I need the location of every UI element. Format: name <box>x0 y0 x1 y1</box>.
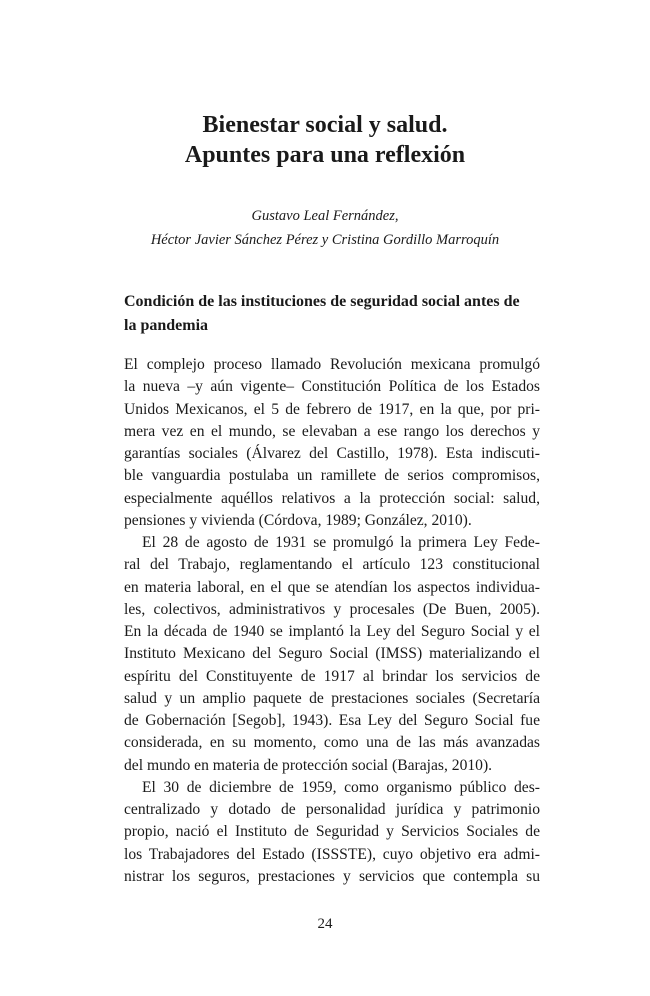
body-line: pensiones y vivienda (Córdova, 1989; González, 2010). <box>124 511 472 529</box>
chapter-title-line-1: Bienestar social y salud. <box>202 112 448 138</box>
body-line: El complejo proceso llamado Revolución mexicana promulgó <box>124 356 540 373</box>
author-line-1: Gustavo Leal Fernández, <box>251 208 399 224</box>
body-line: centralizado y dotado de personalidad jurídica y patrimonio <box>124 801 540 818</box>
body-line: considerada, en su momento, como una de las más avanzadas <box>124 734 540 752</box>
body-line: especialmente aquéllos relativos a la protección social: salud, <box>124 489 540 507</box>
body-line: del mundo en materia de protección social (Barajas, 2010). <box>124 756 493 774</box>
body-text <box>124 354 540 888</box>
body-line: nistrar los seguros, prestaciones y servicios que contempla su <box>124 867 540 885</box>
body-line: les, colectivos, administrativos y procesales (De Buen, 2005). <box>124 600 540 618</box>
section-heading-line-2: la pandemia <box>124 317 209 334</box>
body-line: En la década de 1940 se implantó la Ley del Seguro Social y el <box>124 623 540 640</box>
body-line: ral del Trabajo, reglamentando el artículo 123 constitucional <box>124 556 540 574</box>
body-line: ble vanguardia postulaba un ramillete de serios compromisos, <box>124 467 540 485</box>
chapter-title-line-2: Apuntes para una reflexión <box>184 142 466 168</box>
body-line: los Trabajadores del Estado (ISSSTE), cuyo objetivo era admi- <box>124 845 540 863</box>
body-line: garantías sociales (Álvarez del Castillo, 1978). Esta indiscuti- <box>124 445 540 462</box>
body-line: Instituto Mexicano del Seguro Social (IMSS) materializando el <box>124 645 540 663</box>
section-heading-line-1: Condición de las instituciones de seguridad social antes de <box>124 293 520 310</box>
body-line: Unidos Mexicanos, el 5 de febrero de 1917, en la que, por pri- <box>124 400 540 418</box>
page-number: 24 <box>317 916 333 932</box>
body-line: espíritu del Constituyente de 1917 al brindar los servicios de <box>124 667 540 685</box>
body-line-indented: El 28 de agosto de 1931 se promulgó la primera Ley Fede- <box>142 534 540 551</box>
body-line: propio, nació el Instituto de Seguridad y Servicios Sociales de <box>124 823 540 841</box>
body-line: la nueva –y aún vigente– Constitución Política de los Estados <box>124 378 540 396</box>
body-line: en materia laboral, en el que se atendían los aspectos individua- <box>124 578 540 596</box>
body-line: salud y un amplio paquete de prestaciones sociales (Secretaría <box>124 689 540 707</box>
chapter-title <box>0 110 650 170</box>
body-line: mera vez en el mundo, se elevaban a ese rango los derechos y <box>124 422 540 440</box>
author-byline <box>0 204 650 252</box>
body-line: de Gobernación [Segob], 1943). Esa Ley del Seguro Social fue <box>124 712 540 729</box>
author-line-2: Héctor Javier Sánchez Pérez y Cristina Gordillo Marroquín <box>150 232 500 248</box>
body-line-indented: El 30 de diciembre de 1959, como organismo público des- <box>142 778 540 796</box>
section-heading <box>124 290 544 338</box>
